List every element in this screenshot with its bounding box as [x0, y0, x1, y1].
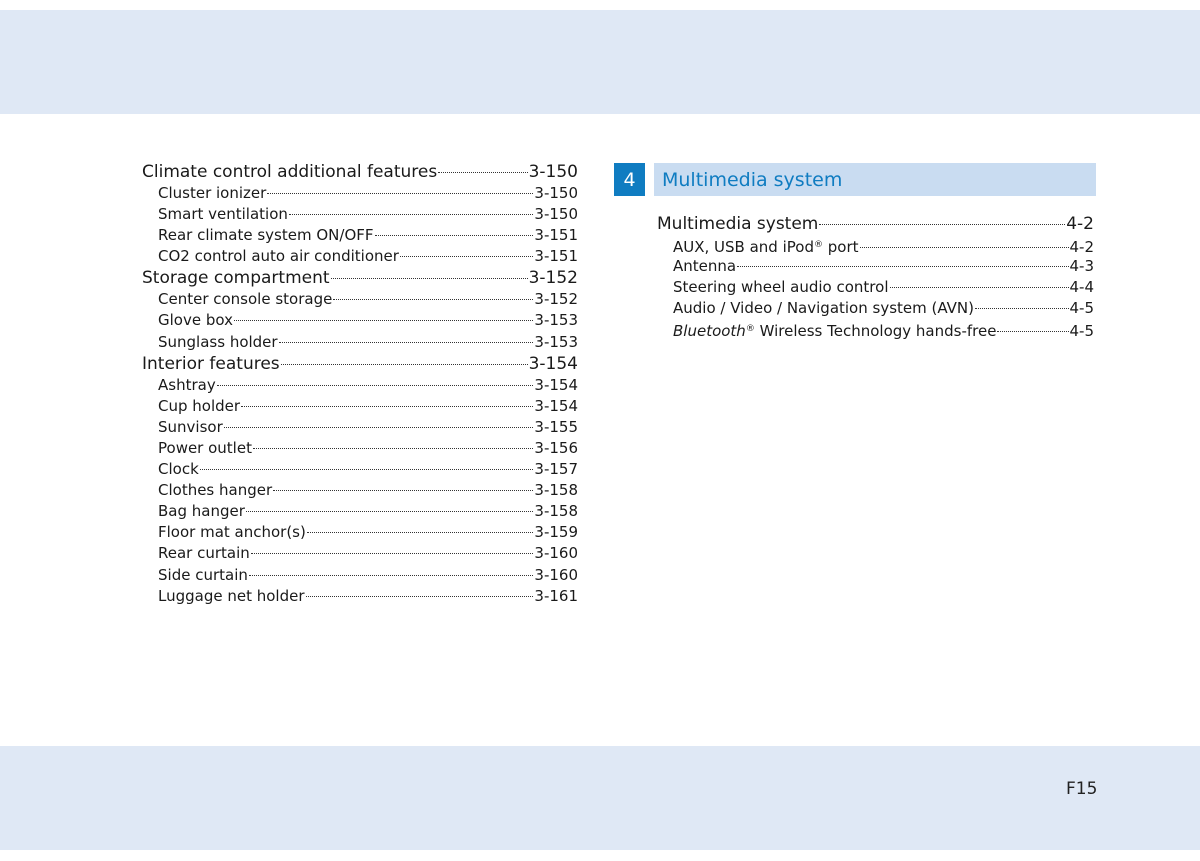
toc-entry-label: Climate control additional features — [142, 162, 438, 182]
toc-entry-label: Rear curtain — [158, 544, 250, 563]
toc-entry-page: 3-154 — [534, 396, 578, 415]
toc-left-column — [142, 161, 578, 607]
dot-leader — [279, 342, 534, 343]
toc-entry-page: 3-153 — [534, 332, 578, 351]
toc-entry-label — [673, 235, 859, 258]
dot-leader — [253, 448, 533, 449]
toc-entry-page: 3-155 — [534, 417, 578, 436]
toc-entry-page: 4-4 — [1069, 278, 1094, 297]
toc-entry-label: Glove box — [158, 311, 233, 330]
chapter-header-gap — [645, 163, 654, 196]
header-band — [0, 10, 1200, 114]
toc-entry-page: 3-156 — [534, 438, 578, 457]
dot-leader — [217, 385, 534, 386]
dot-leader — [307, 532, 534, 533]
dot-leader — [273, 490, 533, 491]
toc-entry[interactable] — [142, 310, 578, 331]
chapter-title: Multimedia system — [654, 163, 1096, 196]
dot-leader — [224, 427, 534, 428]
toc-entry-label-tail: Wireless Technology hands-free — [754, 322, 997, 341]
toc-entry-page: 3-154 — [534, 375, 578, 394]
dot-leader — [997, 331, 1068, 332]
toc-entry-label: Clock — [158, 460, 199, 479]
dot-leader — [400, 256, 533, 257]
dot-leader — [234, 320, 533, 321]
toc-entry[interactable] — [657, 319, 1094, 340]
toc-entry-label: Interior features — [142, 353, 280, 374]
toc-entry-page: 3-150 — [528, 162, 578, 182]
toc-entry[interactable] — [142, 332, 578, 353]
dot-leader — [289, 214, 534, 215]
toc-entry-page: 3-157 — [534, 460, 578, 479]
toc-entry-label: Bag hanger — [158, 502, 245, 521]
toc-entry[interactable] — [142, 543, 578, 564]
toc-entry-page: 3-160 — [534, 544, 578, 563]
toc-entry-page: 4-2 — [1069, 237, 1094, 256]
registered-mark: ® — [745, 324, 755, 335]
toc-entry-label: Multimedia system — [657, 214, 819, 234]
dot-leader — [281, 364, 528, 365]
toc-entry-label: Steering wheel audio control — [673, 278, 889, 297]
toc-entry[interactable] — [142, 225, 578, 246]
toc-entry-page: 3-158 — [534, 481, 578, 500]
toc-entry[interactable] — [142, 501, 578, 522]
toc-entry[interactable] — [142, 480, 578, 501]
toc-entry-page: 3-152 — [534, 290, 578, 309]
toc-entry-label: Audio / Video / Navigation system (AVN) — [673, 299, 974, 318]
toc-entry[interactable] — [142, 204, 578, 225]
toc-entry-page: 3-158 — [534, 502, 578, 521]
toc-entry[interactable] — [142, 267, 578, 289]
toc-entry[interactable] — [142, 183, 578, 204]
toc-entry-label: Cluster ionizer — [158, 184, 267, 202]
toc-right-column — [657, 213, 1094, 340]
toc-entry-label: Storage compartment — [142, 268, 330, 289]
toc-entry-label: Antenna — [673, 257, 737, 276]
toc-entry[interactable] — [142, 375, 578, 396]
dot-leader — [249, 575, 534, 576]
dot-leader — [333, 299, 533, 300]
dot-leader — [267, 193, 533, 194]
toc-entry[interactable] — [142, 289, 578, 310]
toc-entry[interactable] — [142, 438, 578, 459]
toc-entry-page: 3-150 — [534, 184, 578, 202]
toc-entry-page: 3-150 — [534, 205, 578, 224]
toc-entry[interactable] — [657, 235, 1094, 256]
toc-entry-label: Luggage net holder — [158, 586, 305, 605]
toc-entry[interactable] — [142, 246, 578, 267]
toc-entry-label: Floor mat anchor(s) — [158, 523, 306, 542]
dot-leader — [200, 469, 534, 470]
dot-leader — [251, 553, 534, 554]
toc-entry-page: 4-2 — [1066, 214, 1094, 234]
toc-entry[interactable] — [657, 298, 1094, 319]
registered-mark: ® — [813, 240, 823, 250]
toc-entry-page: 3-151 — [534, 247, 578, 266]
toc-entry-label: Cup holder — [158, 396, 241, 415]
toc-entry-label-italic: Bluetooth — [673, 322, 746, 341]
page-number: F15 — [1066, 779, 1098, 799]
toc-entry[interactable] — [657, 277, 1094, 298]
toc-entry-label: Sunvisor — [158, 417, 223, 436]
toc-entry[interactable] — [657, 256, 1094, 277]
toc-entry-label — [673, 319, 996, 342]
toc-entry-label: Power outlet — [158, 438, 252, 457]
toc-entry[interactable] — [657, 213, 1094, 235]
toc-entry[interactable] — [142, 161, 578, 183]
toc-entry-page: 3-151 — [534, 226, 578, 245]
dot-leader — [306, 596, 534, 597]
toc-entry-page: 3-161 — [534, 586, 578, 605]
toc-entry-page: 4-3 — [1069, 257, 1094, 276]
toc-entry-page: 3-160 — [534, 565, 578, 584]
toc-entry-page: 3-159 — [534, 523, 578, 542]
toc-entry-label: CO2 control auto air conditioner — [158, 247, 399, 266]
toc-entry-label: Center console storage — [158, 290, 333, 309]
toc-entry[interactable] — [142, 565, 578, 586]
footer-band — [0, 746, 1200, 850]
toc-entry[interactable] — [142, 522, 578, 543]
dot-leader — [438, 172, 527, 173]
chapter-header — [614, 163, 1096, 196]
dot-leader — [241, 406, 533, 407]
toc-entry[interactable] — [142, 417, 578, 438]
toc-entry[interactable] — [142, 396, 578, 417]
toc-entry-label: Clothes hanger — [158, 481, 273, 500]
toc-entry[interactable] — [142, 353, 578, 375]
toc-entry-page: 3-154 — [528, 353, 578, 374]
chapter-number-badge: 4 — [614, 163, 645, 196]
toc-entry-label: Sunglass holder — [158, 332, 278, 351]
dot-leader — [975, 308, 1069, 309]
toc-entry-page: 4-5 — [1069, 322, 1094, 341]
dot-leader — [890, 287, 1069, 288]
toc-entry-page: 4-5 — [1069, 299, 1094, 318]
dot-leader — [737, 266, 1068, 267]
toc-entry-label: Side curtain — [158, 565, 248, 584]
dot-leader — [375, 235, 534, 236]
dot-leader — [819, 224, 1065, 225]
toc-entry[interactable] — [142, 459, 578, 480]
toc-entry-page: 3-152 — [528, 268, 578, 289]
toc-entry-page: 3-153 — [534, 311, 578, 330]
toc-entry-label: Rear climate system ON/OFF — [158, 226, 374, 245]
dot-leader — [331, 278, 528, 279]
toc-entry-label: Smart ventilation — [158, 205, 288, 224]
dot-leader — [246, 511, 534, 512]
toc-entry-label-text: AUX, USB and iPod — [673, 237, 814, 256]
dot-leader — [860, 247, 1069, 248]
toc-entry-label: Ashtray — [158, 375, 216, 394]
toc-entry[interactable] — [142, 586, 578, 607]
toc-entry-label-tail: port — [822, 237, 859, 256]
